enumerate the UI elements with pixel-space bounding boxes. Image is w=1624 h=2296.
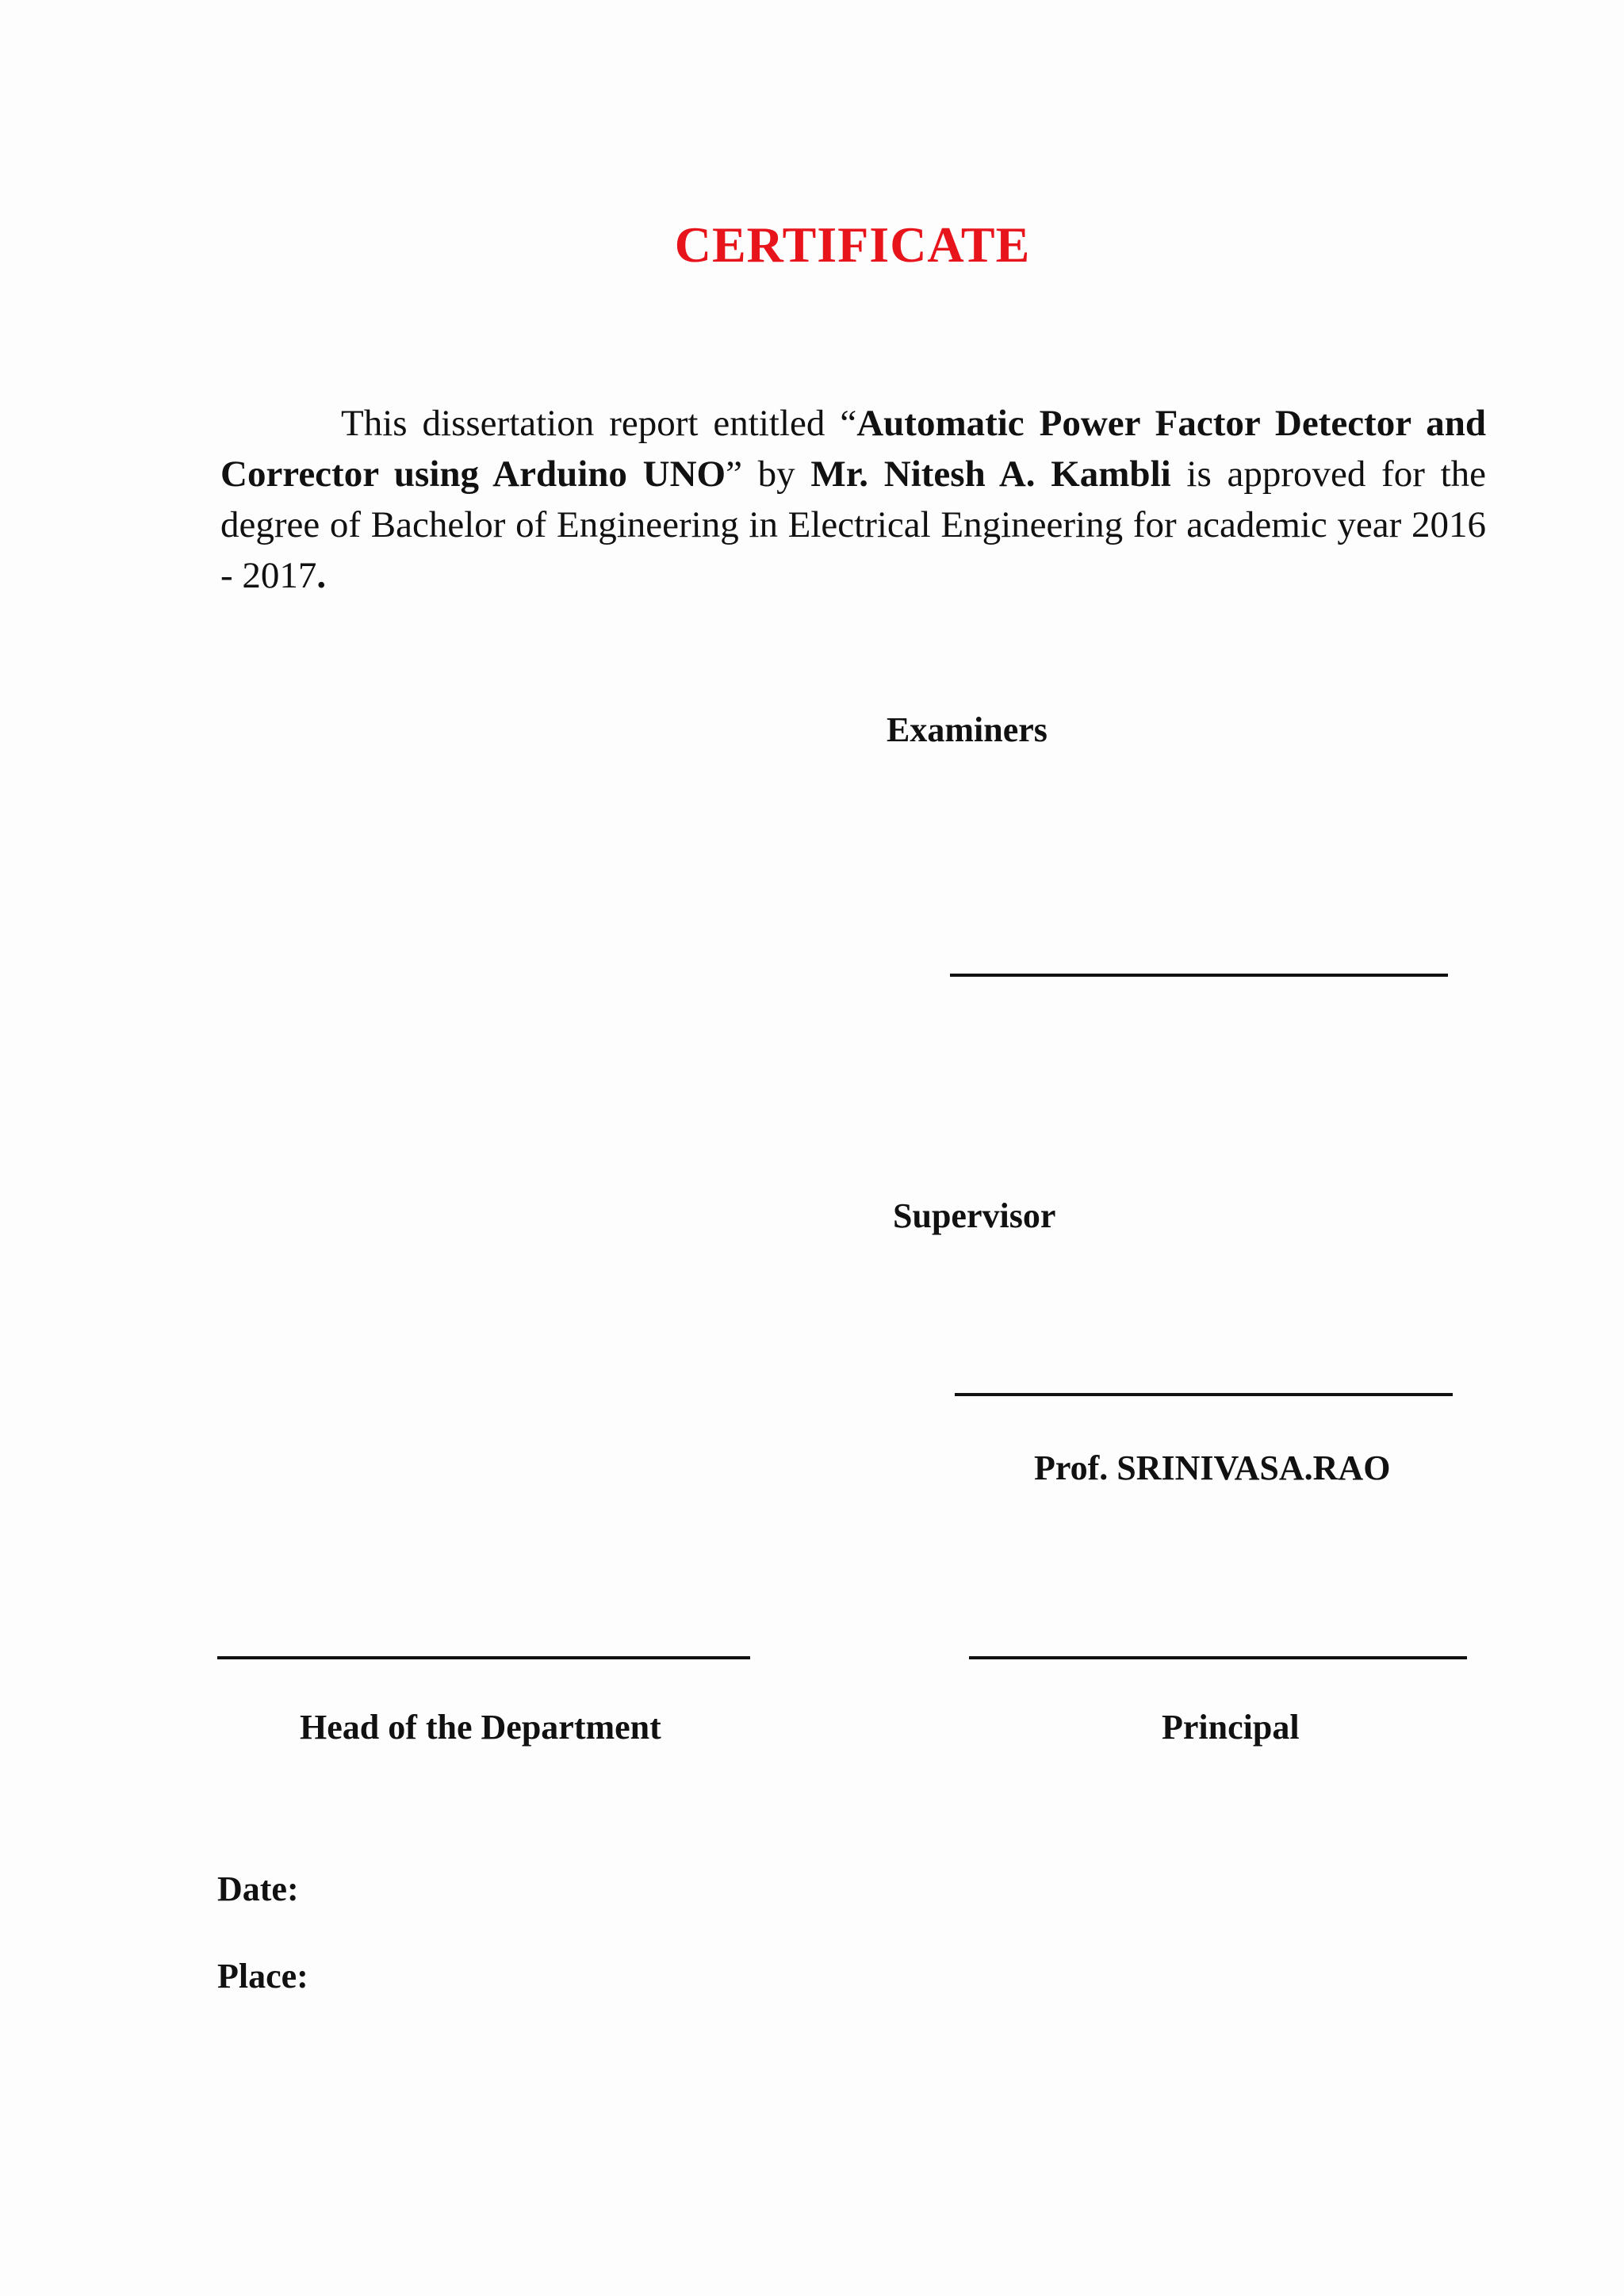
examiner-signature-line <box>950 974 1448 977</box>
approval-text: is approved for the degree of Bachelor of Engineering in Electrical Engineering for academic year 2016 - 2017 <box>220 453 1486 596</box>
certificate-title: CERTIFICATE <box>674 216 1031 273</box>
principal-signature-line <box>969 1656 1467 1659</box>
certificate-body <box>220 398 1486 601</box>
supervisor-name: Prof. SRINIVASA.RAO <box>1034 1448 1391 1487</box>
hod-label: Head of the Department <box>300 1708 661 1747</box>
end-mark: . <box>316 555 327 596</box>
intro-text: This dissertation report entitled “ <box>341 403 857 444</box>
student-name: Mr. Nitesh A. Kambli <box>810 453 1171 495</box>
report-title: Automatic Power Factor Detector and Corrector using Arduino UNO <box>220 403 1486 495</box>
date-label: Date: <box>217 1869 299 1908</box>
supervisor-label: Supervisor <box>893 1196 1056 1235</box>
hod-signature-line <box>217 1656 750 1659</box>
supervisor-signature-line <box>955 1393 1453 1396</box>
principal-label: Principal <box>1162 1708 1300 1747</box>
examiners-label: Examiners <box>887 710 1048 749</box>
place-label: Place: <box>217 1957 308 1996</box>
by-text: ” by <box>726 453 811 495</box>
